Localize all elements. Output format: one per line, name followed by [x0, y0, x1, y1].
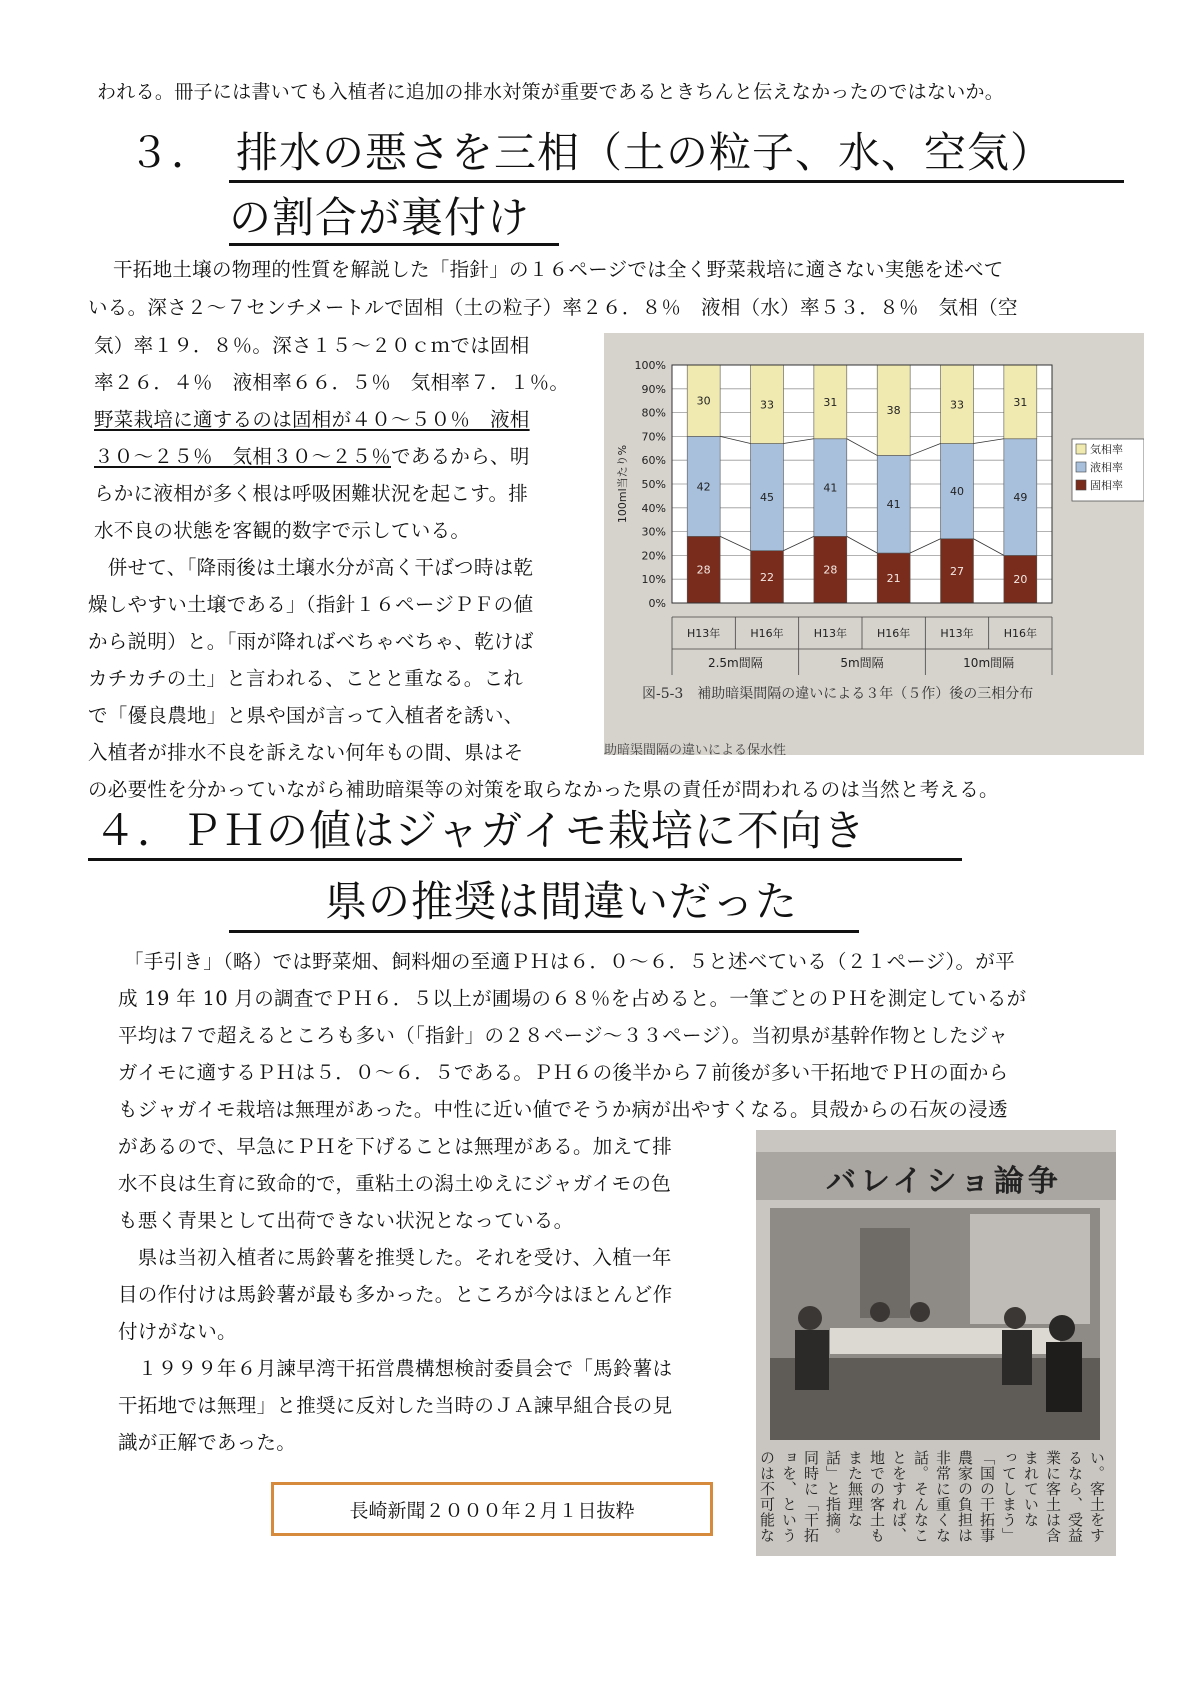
y-tick-label: 10% — [641, 573, 666, 587]
clipping-headline: バレイショ論争 — [826, 1164, 1062, 1199]
photo-person-body — [795, 1330, 829, 1390]
section3-text-line: 率２６．４％ 液相率６６．５％ 気相率７．１％。 — [94, 371, 570, 394]
section4-heading-underline2 — [229, 930, 859, 933]
y-tick-label: 60% — [641, 454, 666, 468]
section4-heading-line1: ４．ＰＨの値はジャガイモ栽培に不向き — [94, 806, 866, 855]
y-tick-label: 0% — [648, 597, 666, 610]
clipping-column: 業に客土は含まれていな — [1022, 1450, 1062, 1543]
section4-text-line: 成 19 年 10 月の調査でＰＨ６．５以上が圃場の６８％を占めると。一筆ごとのＰＨを測定しているが — [118, 987, 1027, 1010]
section4-text-line: 平均は７で超えるところも多い（「指針」の２８ページ～３３ページ）。当初県が基幹作物としたジャ — [118, 1024, 1009, 1047]
photo-person — [1049, 1315, 1075, 1341]
section3-underlined-line: 野菜栽培に適するのは固相が４０～５０％ 液相 — [94, 408, 530, 431]
bar-value-label: 33 — [950, 398, 964, 412]
section3-text-line-mixed — [94, 445, 530, 469]
y-tick-label: 40% — [641, 501, 666, 515]
intro-line: われる。冊子には書いても入植者に追加の排水対策が重要であるときちんと伝えなかったのではないか。 — [97, 81, 1005, 103]
x-tick-label: H16年 — [750, 627, 784, 640]
section3-heading-number: ３． 排水の悪さを三相（土の粒子、水、空気） — [128, 128, 1054, 177]
photo-person — [798, 1306, 822, 1330]
chart-scan — [604, 333, 1144, 755]
bar-value-label: 41 — [823, 481, 838, 495]
section4-text-line: 目の作付けは馬鈴薯が最も多かった。ところが今はほとんど作 — [118, 1283, 673, 1306]
x-tick-label: H13年 — [687, 627, 721, 640]
y-tick-label: 90% — [641, 382, 666, 396]
chart-partial-caption: 助暗渠間隔の違いによる保水性 — [604, 743, 787, 755]
section3-text-line: で「優良農地」と県や国が言って入植者を誘い、 — [88, 704, 524, 727]
clipping-column: 農家の負担は非常に重くな — [934, 1450, 974, 1543]
y-tick-label: 20% — [641, 549, 666, 563]
section3-text-line: いる。深さ２～７センチメートルで固相（土の粒子）率２６．８％ 液相（水）率５３．８％ 気相（空 — [88, 296, 1018, 319]
bar-value-label: 42 — [696, 480, 711, 494]
x-group-label: 10m間隔 — [963, 656, 1015, 670]
section4-text-line: があるので、早急にＰＨを下げることは無理がある。加えて排 — [118, 1135, 673, 1158]
newspaper-clipping — [756, 1130, 1116, 1556]
photo-person — [910, 1302, 930, 1322]
section3-heading-underline1 — [229, 180, 1124, 183]
section3-text-line: 入植者が排水不良を訴えない何年もの間、県はそ — [88, 741, 524, 764]
bar-value-label: 28 — [696, 563, 711, 577]
section4-text-line: 県は当初入植者に馬鈴薯を推奨した。それを受け、入植一年 — [118, 1246, 672, 1269]
bar-value-label: 45 — [760, 491, 774, 505]
section4-heading-underline1 — [88, 858, 962, 861]
photo-person-body — [1046, 1342, 1082, 1412]
section4-text-line: もジャガイモ栽培は無理があった。中性に近い値でそうか病が出やすくなる。貝殻からの石灰の浸透 — [118, 1098, 1008, 1121]
clipping-column: い。客土をするなら、受益 — [1066, 1450, 1106, 1543]
x-tick-label: H16年 — [1003, 627, 1037, 640]
y-axis-label: 100ml当たり% — [616, 444, 629, 524]
bar-value-label: 28 — [823, 563, 838, 577]
bar-value-label: 31 — [1013, 395, 1028, 409]
legend-swatch — [1076, 480, 1086, 490]
legend-swatch — [1076, 462, 1086, 472]
x-tick-label: H13年 — [813, 627, 847, 640]
y-tick-label: 100% — [634, 359, 666, 372]
section3-text-line: 水不良の状態を客観的数字で示している。 — [94, 519, 471, 542]
x-group-label: 5m間隔 — [840, 656, 884, 670]
clipping-column: 話。そんなことをすれば、 — [890, 1450, 930, 1543]
bar-value-label: 41 — [886, 498, 901, 512]
clipping-photo — [770, 1208, 1100, 1440]
section4-text-line: １９９９年６月諫早湾干拓営農構想検討委員会で「馬鈴薯は — [118, 1357, 673, 1380]
section4-text-line: 付けがない。 — [118, 1320, 237, 1343]
bar-value-label: 21 — [886, 572, 901, 586]
section4-text-line: ガイモに適するＰＨは５．０～６．５である。ＰＨ６の後半から７前後が多い干拓地でＰＨの面から — [118, 1061, 1009, 1084]
section4-text-line: 「手引き」（略）では野菜畑、飼料畑の至適ＰＨは６．０～６．５と述べている（２１ページ）。が平 — [124, 950, 1015, 973]
section4-heading-line2: 県の推奨は間違いだった — [325, 877, 799, 926]
legend-swatch — [1076, 444, 1086, 454]
photo-person — [1004, 1307, 1026, 1329]
section4-text-line: 干拓地では無理」と推奨に反対した当時のＪＡ諫早組合長の見 — [118, 1394, 673, 1417]
section4-text-line: 水不良は生育に致命的で，重粘土の潟土ゆえにジャガイモの色 — [118, 1172, 672, 1195]
legend-label: 液相率 — [1090, 461, 1123, 474]
section3-heading-underline2 — [229, 243, 559, 246]
section3-text-line: 気）率１９．８％。深さ１５～２０ｃｍでは固相 — [94, 334, 530, 357]
x-group-label: 2.5m間隔 — [707, 656, 763, 670]
x-tick-label: H16年 — [877, 627, 911, 640]
photo-window — [970, 1214, 1090, 1324]
source-caption: 長崎新聞２０００年２月１日抜粋 — [349, 1499, 635, 1522]
bar-value-label: 49 — [1013, 491, 1028, 505]
section3-text-line: カチカチの土」と言われる、ことと重なる。これ — [88, 667, 524, 690]
bar-value-label: 20 — [1013, 573, 1028, 587]
clipping-column: 話」と指摘。同時に「干拓 — [802, 1450, 842, 1543]
chart-caption: 図-5-3 補助暗渠間隔の違いによる３年（５作）後の三相分布 — [642, 686, 1034, 702]
x-tick-label: H13年 — [940, 627, 974, 640]
legend-label: 固相率 — [1090, 479, 1123, 492]
clipping-text-columns — [758, 1450, 1108, 1548]
bar-value-label: 22 — [760, 570, 774, 584]
section3-text-line: 併せて、「降雨後は土壌水分が高く干ばつ時は乾 — [88, 556, 534, 579]
y-tick-label: 80% — [641, 406, 666, 420]
bar-value-label: 33 — [760, 398, 774, 412]
section3-text-line: らかに液相が多く根は呼吸困難状況を起こす。排 — [94, 482, 529, 505]
clipping-column: 地での客土もまた無理な — [846, 1450, 886, 1543]
legend-label: 気相率 — [1090, 443, 1123, 456]
section3-span: であるから、明 — [391, 445, 530, 468]
clipping-column: ョを、というのは不可能な — [758, 1450, 798, 1543]
section4-text-line: 識が正解であった。 — [118, 1431, 297, 1454]
bar-value-label: 30 — [696, 394, 711, 408]
section3-closing-line: の必要性を分かっていながら補助暗渠等の対策を取らなかった県の責任が問われるのは当然と考える。 — [88, 778, 999, 801]
photo-person-body — [1002, 1330, 1032, 1385]
bar-value-label: 27 — [950, 564, 964, 578]
section3-text-line: 干拓地土壌の物理的性質を解説した「指針」の１６ページでは全く野菜栽培に適さない実態を述べて — [113, 258, 1004, 281]
y-tick-label: 50% — [641, 478, 666, 491]
source-caption-box — [271, 1482, 713, 1536]
section3-heading-line1 — [128, 128, 1053, 178]
photo-person — [870, 1302, 890, 1322]
section3-underlined-span: ３０～２５％ 気相３０～２５％ — [94, 445, 392, 468]
bar-value-label: 40 — [950, 485, 964, 499]
section3-text-line: から説明）と。「雨が降ればべちゃべちゃ、乾けば — [88, 630, 534, 653]
clipping-column: ってしまう」「国の干拓事 — [978, 1450, 1018, 1543]
section4-text-line: も悪く青果として出荷できない状況となっている。 — [118, 1209, 574, 1232]
section3-heading-line2: の割合が裏付け — [229, 193, 531, 242]
y-tick-label: 30% — [641, 525, 666, 539]
bar-value-label: 38 — [886, 404, 901, 418]
bar-value-label: 31 — [823, 395, 838, 409]
y-tick-label: 70% — [641, 430, 666, 444]
section3-text-line: 燥しやすい土壌である」（指針１６ページＰＦの値 — [88, 593, 534, 616]
